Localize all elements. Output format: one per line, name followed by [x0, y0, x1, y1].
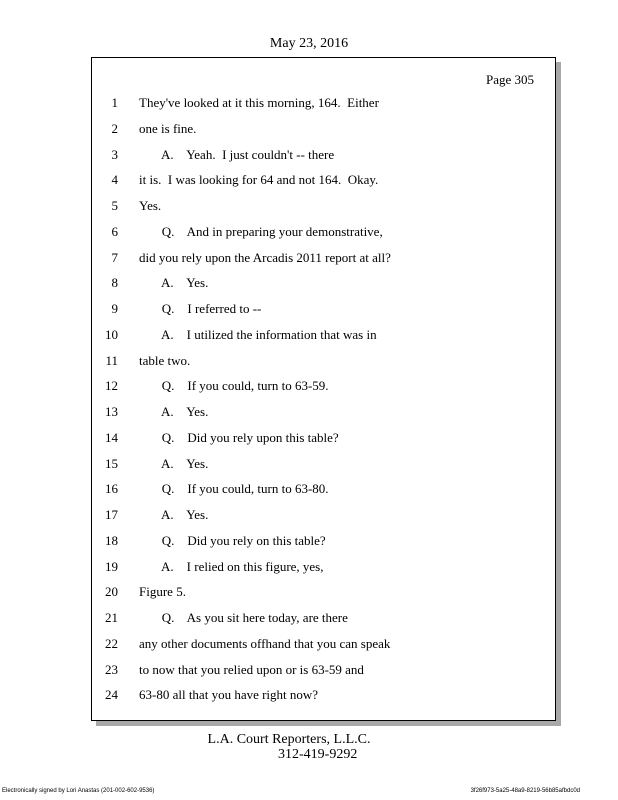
transcript-line [0, 533, 618, 553]
line-number: 13 [105, 404, 118, 419]
line-text: A. Yes. [139, 456, 209, 471]
line-number: 5 [111, 198, 118, 213]
line-text: Q. I referred to -- [139, 301, 262, 316]
line-number: 4 [111, 172, 118, 187]
line-text: Q. And in preparing your demonstrative, [139, 224, 383, 239]
line-text: Q. Did you rely upon this table? [139, 430, 339, 445]
transcript-line [0, 121, 618, 141]
line-number: 14 [105, 430, 118, 445]
transcript-line [0, 559, 618, 579]
line-text: table two. [139, 353, 191, 368]
line-number: 7 [111, 250, 118, 265]
line-text: Q. If you could, turn to 63-59. [139, 378, 329, 393]
line-number: 21 [105, 610, 118, 625]
transcript-line [0, 404, 618, 424]
line-number: 1 [111, 95, 118, 110]
line-text: Q. Did you rely on this table? [139, 533, 326, 548]
line-text: A. I relied on this figure, yes, [139, 559, 324, 574]
electronic-signature-note: Electronically signed by Lori Anastas (201-002-602-9536) [2, 788, 155, 794]
line-number: 3 [111, 147, 118, 162]
transcript-line [0, 662, 618, 682]
transcript-line [0, 687, 618, 707]
document-hash: 3f26f973-5a25-48a9-8219-56b85afbdc0d [470, 788, 580, 794]
footer-company: L.A. Court Reporters, L.L.C. [207, 732, 371, 747]
line-text: A. I utilized the information that was in [139, 327, 377, 342]
line-text: Figure 5. [139, 584, 186, 599]
transcript-line [0, 275, 618, 295]
line-number: 11 [105, 353, 118, 368]
line-text: Q. As you sit here today, are there [139, 610, 348, 625]
page-number: Page 305 [486, 72, 535, 87]
line-number: 24 [105, 687, 118, 702]
transcript-line [0, 584, 618, 604]
transcript-line [0, 636, 618, 656]
line-text: A. Yes. [139, 404, 209, 419]
transcript-line [0, 507, 618, 527]
transcript-line [0, 147, 618, 167]
transcript-line [0, 430, 618, 450]
transcript-line [0, 456, 618, 476]
line-number: 8 [111, 275, 118, 290]
transcript-line [0, 610, 618, 630]
line-text: did you rely upon the Arcadis 2011 report at all? [139, 250, 391, 265]
transcript-line [0, 301, 618, 321]
line-number: 2 [111, 121, 118, 136]
line-text: one is fine. [139, 121, 197, 136]
transcript-line [0, 198, 618, 218]
transcript-line [0, 172, 618, 192]
line-number: 6 [111, 224, 118, 239]
line-text: A. Yeah. I just couldn't -- there [139, 147, 335, 162]
line-text: to now that you relied upon or is 63-59 and [139, 662, 364, 677]
transcript-line [0, 481, 618, 501]
line-number: 22 [105, 636, 118, 651]
line-text: any other documents offhand that you can speak [139, 636, 391, 651]
transcript-line [0, 95, 618, 115]
transcript-line [0, 353, 618, 373]
line-number: 16 [105, 481, 118, 496]
line-text: They've looked at it this morning, 164. Either [139, 95, 379, 110]
line-text: 63-80 all that you have right now? [139, 687, 319, 702]
line-number: 10 [105, 327, 118, 342]
line-number: 17 [105, 507, 118, 522]
transcript-line [0, 224, 618, 244]
line-text: A. Yes. [139, 507, 209, 522]
transcript-line [0, 327, 618, 347]
transcript-line [0, 250, 618, 270]
line-number: 9 [111, 301, 118, 316]
line-text: Q. If you could, turn to 63-80. [139, 481, 329, 496]
header-date: May 23, 2016 [269, 36, 349, 51]
line-number: 12 [105, 378, 118, 393]
line-number: 18 [105, 533, 118, 548]
line-number: 19 [105, 559, 118, 574]
line-text: Yes. [139, 198, 162, 213]
line-text: A. Yes. [139, 275, 209, 290]
line-number: 15 [105, 456, 118, 471]
transcript-line [0, 378, 618, 398]
line-number: 20 [105, 584, 118, 599]
footer-phone: 312-419-9292 [278, 747, 358, 762]
line-text: it is. I was looking for 64 and not 164. Okay. [139, 172, 379, 187]
line-number: 23 [105, 662, 118, 677]
